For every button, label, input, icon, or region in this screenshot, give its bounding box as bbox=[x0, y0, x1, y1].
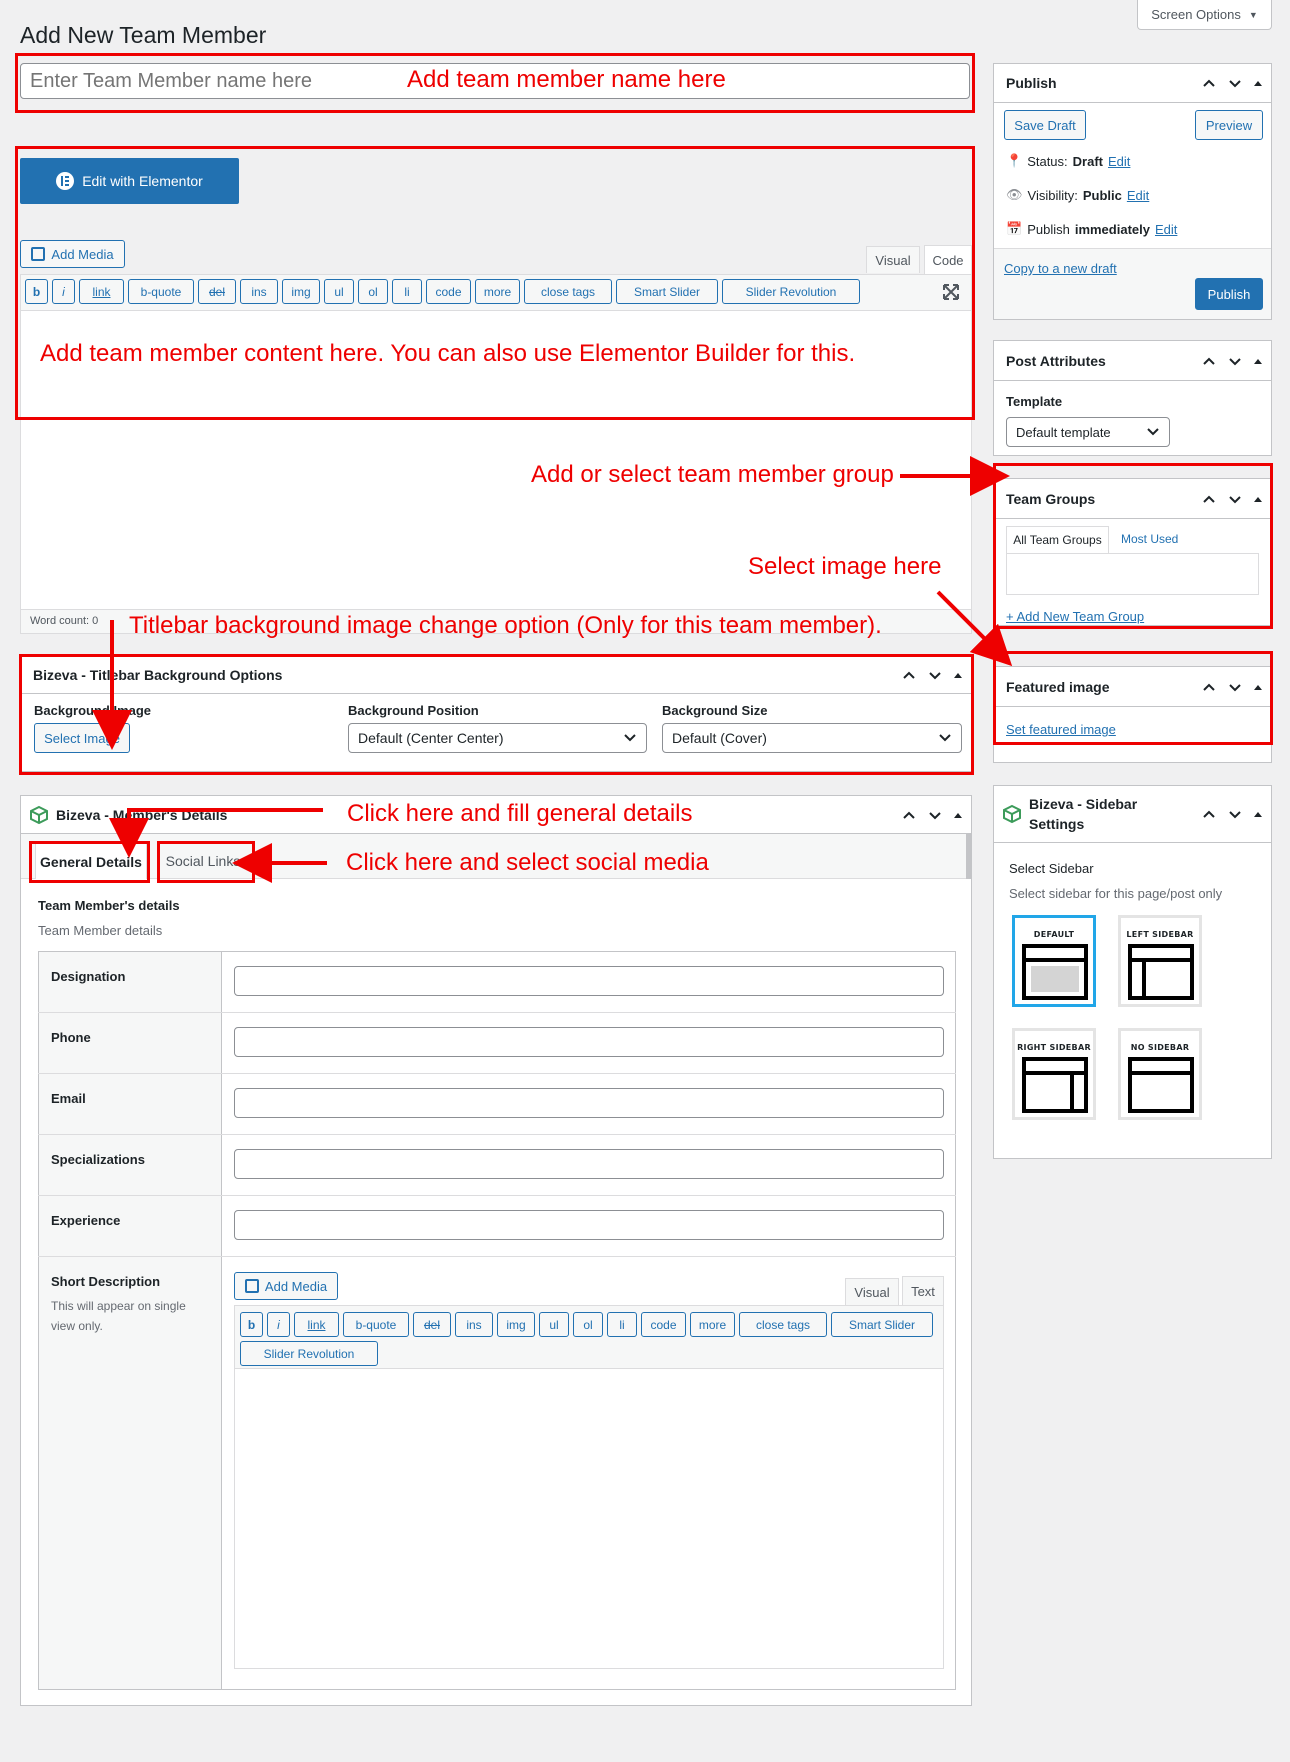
word-count: Word count: 0 bbox=[30, 615, 99, 627]
short-desc-help-2: view only. bbox=[51, 1319, 103, 1333]
quicktag-button[interactable]: ul bbox=[324, 279, 354, 304]
annotation-name: Add team member name here bbox=[407, 66, 726, 93]
short-desc-help-1: This will appear on single bbox=[51, 1299, 186, 1313]
eye-icon: 👁 bbox=[1006, 187, 1023, 202]
publish-title: Publish bbox=[1006, 75, 1057, 91]
calendar-icon: 📅 bbox=[1006, 221, 1023, 236]
quicktag-button[interactable]: b bbox=[25, 279, 48, 304]
quicktag-button[interactable]: link bbox=[79, 279, 124, 304]
publish-label: Publish bbox=[1027, 221, 1070, 237]
annotation-titlebar: Titlebar background image change option (Only for this team member). bbox=[129, 612, 882, 639]
post-attributes-title: Post Attributes bbox=[1006, 352, 1106, 369]
quicktag-button[interactable]: Smart Slider bbox=[616, 279, 718, 304]
sidebar-option-right-label: RIGHT SIDEBAR bbox=[1017, 1043, 1091, 1052]
quicktag-button[interactable]: code bbox=[641, 1312, 686, 1337]
page-title: Add New Team Member bbox=[20, 22, 267, 48]
sidebar-option-default-label: DEFAULT bbox=[1033, 930, 1075, 939]
set-featured-image-link[interactable]: Set featured image bbox=[1006, 722, 1116, 737]
sidebar-option-none-label: NO SIDEBAR bbox=[1130, 1043, 1190, 1052]
status-label: Status: bbox=[1027, 153, 1068, 169]
field-label: Experience bbox=[51, 1213, 121, 1228]
field-label: Phone bbox=[51, 1030, 91, 1045]
visibility-value: Public bbox=[1082, 187, 1122, 203]
caret-down-icon: ▼ bbox=[1248, 9, 1258, 20]
quicktag-button[interactable]: del bbox=[413, 1312, 451, 1337]
quicktag-button[interactable]: li bbox=[607, 1312, 637, 1337]
quicktag-button[interactable]: link bbox=[294, 1312, 339, 1337]
copy-draft-link[interactable]: Copy to a new draft bbox=[1004, 261, 1117, 276]
quicktag-button[interactable]: i bbox=[52, 279, 75, 304]
quicktag-button[interactable]: ins bbox=[240, 279, 278, 304]
quicktag-button[interactable]: i bbox=[267, 1312, 290, 1337]
add-new-team-group-link[interactable]: + Add New Team Group bbox=[1006, 609, 1145, 624]
select-sidebar-label: Select Sidebar bbox=[1009, 861, 1094, 876]
pin-icon: 📍 bbox=[1006, 153, 1023, 168]
publish-button-label: Publish bbox=[1207, 286, 1251, 302]
quicktag-button[interactable]: del bbox=[198, 279, 236, 304]
quicktag-button[interactable]: close tags bbox=[739, 1312, 827, 1337]
quicktag-button[interactable]: b bbox=[240, 1312, 263, 1337]
annotation-group: Add or select team member group bbox=[531, 461, 894, 488]
tab-all-label: All Team Groups bbox=[1013, 533, 1102, 547]
tab-general-label: General Details bbox=[40, 853, 142, 870]
sidebar-title-line2: Settings bbox=[1029, 816, 1085, 832]
quicktag-button[interactable]: img bbox=[282, 279, 320, 304]
select-sidebar-desc: Select sidebar for this page/post only bbox=[1009, 886, 1223, 901]
visibility-edit-link[interactable]: Edit bbox=[1126, 187, 1150, 203]
quicktag-button[interactable]: ol bbox=[358, 279, 388, 304]
annotation-image: Select image here bbox=[748, 553, 942, 580]
bg-size-label: Background Size bbox=[662, 703, 768, 718]
visibility-label: Visibility: bbox=[1027, 187, 1078, 203]
elementor-button-label: Edit with Elementor bbox=[82, 173, 203, 189]
quicktag-button[interactable]: Slider Revolution bbox=[722, 279, 860, 304]
quicktag-button[interactable]: b-quote bbox=[128, 279, 194, 304]
tab-code-label: Code bbox=[932, 253, 964, 268]
sidebar-title-line1: Bizeva - Sidebar bbox=[1029, 796, 1138, 812]
quicktag-button[interactable]: Slider Revolution bbox=[240, 1341, 378, 1366]
add-media-label: Add Media bbox=[51, 246, 114, 262]
quicktag-button[interactable]: Smart Slider bbox=[831, 1312, 933, 1337]
quicktag-button[interactable]: ul bbox=[539, 1312, 569, 1337]
bg-size-value: Default (Cover) bbox=[672, 730, 767, 746]
team-groups-title: Team Groups bbox=[1006, 490, 1096, 507]
tab-visual-label: Visual bbox=[875, 252, 911, 268]
quicktag-button[interactable]: li bbox=[392, 279, 422, 304]
short-desc-text-label: Text bbox=[911, 1284, 935, 1299]
status-edit-link[interactable]: Edit bbox=[1108, 153, 1131, 169]
section-desc: Team Member details bbox=[38, 923, 163, 938]
tab-social-label: Social Links bbox=[165, 853, 241, 869]
quicktag-button[interactable]: ol bbox=[573, 1312, 603, 1337]
quicktag-button[interactable]: b-quote bbox=[343, 1312, 409, 1337]
featured-image-title: Featured image bbox=[1006, 678, 1110, 695]
field-label: Specializations bbox=[51, 1152, 145, 1167]
bg-image-label: Background Image bbox=[34, 703, 152, 718]
quicktag-button[interactable]: close tags bbox=[524, 279, 612, 304]
bg-position-value: Default (Center Center) bbox=[358, 730, 504, 746]
preview-label: Preview bbox=[1205, 117, 1253, 133]
screen-options-label: Screen Options bbox=[1151, 7, 1241, 22]
template-label: Template bbox=[1006, 394, 1063, 409]
short-desc-add-media-label: Add Media bbox=[264, 1278, 328, 1294]
quicktag-button[interactable]: code bbox=[426, 279, 471, 304]
publish-value: immediately bbox=[1074, 221, 1150, 237]
tab-most-used[interactable]: Most Used bbox=[1121, 532, 1179, 546]
quicktag-button[interactable]: ins bbox=[455, 1312, 493, 1337]
quicktag-button[interactable]: more bbox=[690, 1312, 735, 1337]
sidebar-option-left-label: LEFT SIDEBAR bbox=[1126, 930, 1194, 939]
schedule-edit-link[interactable]: Edit bbox=[1154, 221, 1178, 237]
section-title: Team Member's details bbox=[38, 898, 180, 913]
save-draft-label: Save Draft bbox=[1014, 117, 1076, 133]
annotation-content: Add team member content here. You can also use Elementor Builder for this. bbox=[40, 340, 856, 367]
quicktag-button[interactable]: more bbox=[475, 279, 520, 304]
short-desc-label: Short Description bbox=[51, 1274, 161, 1289]
short-desc-visual-label: Visual bbox=[854, 1284, 890, 1300]
field-label: Email bbox=[51, 1091, 86, 1106]
select-image-label: Select Image bbox=[44, 730, 120, 746]
annotation-social: Click here and select social media bbox=[346, 849, 709, 876]
template-value: Default template bbox=[1016, 424, 1111, 440]
titlebar-title: Bizeva - Titlebar Background Options bbox=[33, 666, 283, 683]
bg-position-label: Background Position bbox=[348, 703, 479, 718]
status-value: Draft bbox=[1072, 153, 1103, 169]
quicktag-button[interactable]: img bbox=[497, 1312, 535, 1337]
field-label: Designation bbox=[51, 969, 126, 984]
member-details-title: Bizeva - Member's Details bbox=[56, 806, 228, 823]
annotation-general: Click here and fill general details bbox=[347, 800, 693, 827]
